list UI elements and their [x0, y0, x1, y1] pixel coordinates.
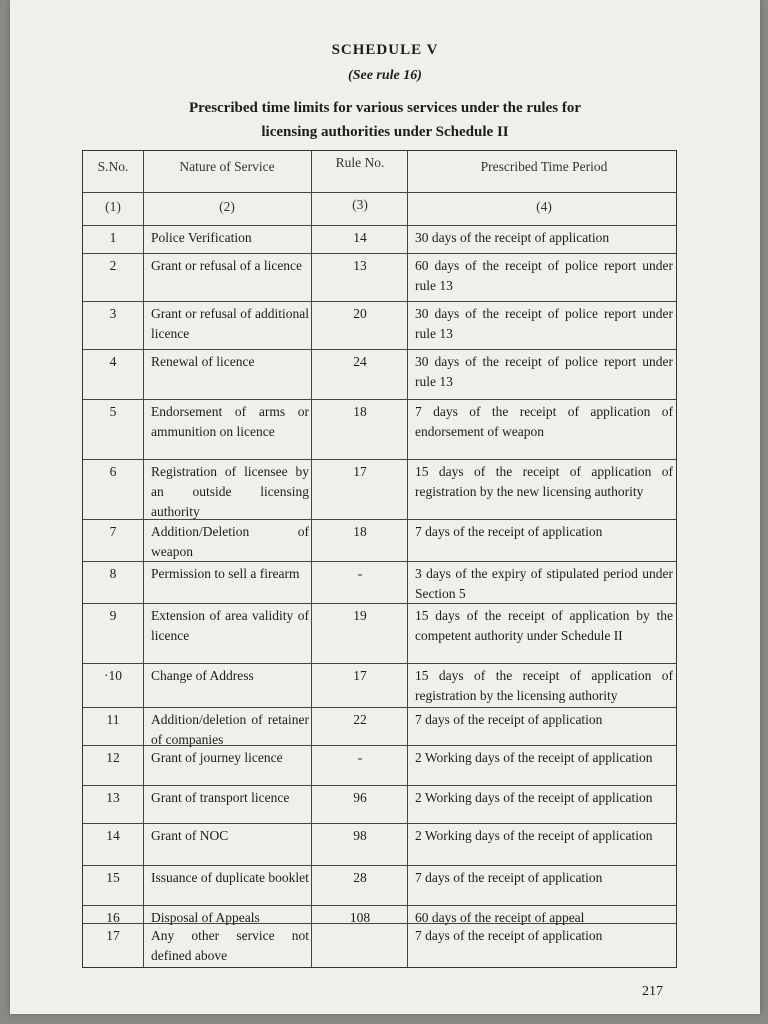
row-divider: [83, 561, 676, 562]
row-sno: 5: [109, 404, 117, 419]
row-rule-no: 98: [353, 828, 367, 843]
row-period: 30 days of the receipt of police report under rule 13: [415, 354, 673, 389]
row-service: Endorsement of arms or ammunition on licence: [151, 404, 309, 439]
row-service: Disposal of Appeals: [151, 910, 260, 925]
row-period: 2 Working days of the receipt of application: [415, 828, 653, 843]
row-divider: [83, 603, 676, 604]
row-period: 30 days of the receipt of police report under rule 13: [415, 306, 673, 341]
row-rule-no: 24: [353, 354, 367, 369]
row-sno: 9: [109, 608, 117, 623]
row-sno: 17: [106, 928, 120, 943]
row-rule-no: 14: [353, 230, 367, 245]
row-period: 2 Working days of the receipt of application: [415, 750, 653, 765]
row-service: Grant of journey licence: [151, 750, 283, 765]
row-divider: [83, 253, 676, 254]
row-divider: [83, 225, 676, 226]
row-rule-no: 13: [353, 258, 367, 273]
row-rule-no: 18: [353, 524, 367, 539]
column-number-4: (4): [536, 199, 552, 214]
row-rule-no: -: [357, 566, 363, 581]
row-divider: [83, 707, 676, 708]
row-sno: 13: [106, 790, 120, 805]
column-divider: [407, 151, 408, 967]
row-sno: 6: [109, 464, 117, 479]
row-rule-no: -: [357, 750, 363, 765]
row-divider: [83, 399, 676, 400]
row-divider: [83, 301, 676, 302]
row-period: 7 days of the receipt of application: [415, 524, 603, 539]
row-service: Addition/deletion of retainer of companies: [151, 712, 309, 747]
document-page: [10, 0, 760, 1014]
row-period: 60 days of the receipt of appeal: [415, 910, 585, 925]
row-rule-no: 22: [353, 712, 367, 727]
row-period: 7 days of the receipt of application: [415, 870, 603, 885]
column-number-3: (3): [352, 197, 368, 212]
schedule-description-line1: Prescribed time limits for various services under the rules for: [188, 100, 581, 116]
column-number-2: (2): [219, 199, 235, 214]
row-rule-no: 20: [353, 306, 367, 321]
row-service: Grant of transport licence: [151, 790, 290, 805]
row-divider: [83, 785, 676, 786]
row-service: Grant or refusal of a licence: [151, 258, 303, 273]
row-divider: [83, 459, 676, 460]
row-sno: 8: [109, 566, 117, 581]
row-service: Police Verification: [151, 230, 252, 245]
row-sno: 3: [109, 306, 117, 321]
row-divider: [83, 663, 676, 664]
row-divider: [83, 923, 676, 924]
row-service: Addition/Deletion of weapon: [151, 524, 309, 559]
row-rule-no: 17: [353, 668, 367, 683]
row-period: 7 days of the receipt of application: [415, 712, 603, 727]
column-divider: [143, 151, 144, 967]
row-sno: 7: [109, 524, 117, 539]
row-sno: 15: [106, 870, 120, 885]
row-service: Grant or refusal of additional licence: [151, 306, 309, 341]
header-sno: S.No.: [97, 159, 129, 174]
row-period: 7 days of the receipt of application of endorsement of weapon: [415, 404, 673, 439]
row-rule-no: 96: [353, 790, 367, 805]
row-service: Extension of area validity of licence: [151, 608, 309, 643]
row-period: 2 Working days of the receipt of application: [415, 790, 653, 805]
row-divider: [83, 905, 676, 906]
row-rule-no: 108: [349, 910, 371, 925]
row-service: Change of Address: [151, 668, 254, 683]
row-period: 15 days of the receipt of application by the competent authority under Schedule II: [415, 608, 673, 643]
row-service: Permission to sell a firearm: [151, 566, 300, 581]
schedule-title: SCHEDULE V: [331, 42, 439, 58]
row-rule-no: 17: [353, 464, 367, 479]
header-rule-no: Rule No.: [335, 155, 385, 170]
row-sno: 14: [106, 828, 120, 843]
row-rule-no: 28: [353, 870, 367, 885]
row-service: Renewal of licence: [151, 354, 255, 369]
column-number-1: (1): [105, 199, 121, 214]
schedule-subtitle: (See rule 16): [348, 68, 422, 83]
column-divider: [311, 151, 312, 967]
row-period: 15 days of the receipt of application of registration by the new licensing authority: [415, 464, 673, 499]
row-rule-no: 19: [353, 608, 367, 623]
schedule-description-line2: licensing authorities under Schedule II: [261, 124, 509, 140]
row-divider: [83, 192, 676, 193]
row-period: 7 days of the receipt of application: [415, 928, 603, 943]
row-service: Registration of licensee by an outside licensing authority: [151, 464, 309, 519]
row-divider: [83, 745, 676, 746]
row-service: Issuance of duplicate booklet: [151, 870, 309, 885]
header-nature-of-service: Nature of Service: [179, 159, 275, 174]
row-divider: [83, 865, 676, 866]
row-sno: 11: [106, 712, 120, 727]
row-sno: 1: [109, 230, 117, 245]
time-limits-table: [82, 150, 677, 968]
row-sno: 4: [109, 354, 117, 369]
row-sno: 2: [109, 258, 117, 273]
header-prescribed-time-period: Prescribed Time Period: [480, 159, 608, 174]
row-period: 60 days of the receipt of police report under rule 13: [415, 258, 673, 293]
row-period: 3 days of the expiry of stipulated period under Section 5: [415, 566, 673, 601]
row-divider: [83, 349, 676, 350]
row-period: 30 days of the receipt of application: [415, 230, 610, 245]
row-period: 15 days of the receipt of application of registration by the licensing authority: [415, 668, 673, 703]
row-service: Any other service not defined above: [151, 928, 309, 963]
row-sno: ·10: [104, 668, 122, 683]
row-divider: [83, 519, 676, 520]
row-service: Grant of NOC: [151, 828, 229, 843]
row-rule-no: 18: [353, 404, 367, 419]
row-divider: [83, 823, 676, 824]
row-sno: 16: [106, 910, 120, 925]
page-number: 217: [642, 984, 663, 999]
row-sno: 12: [106, 750, 120, 765]
